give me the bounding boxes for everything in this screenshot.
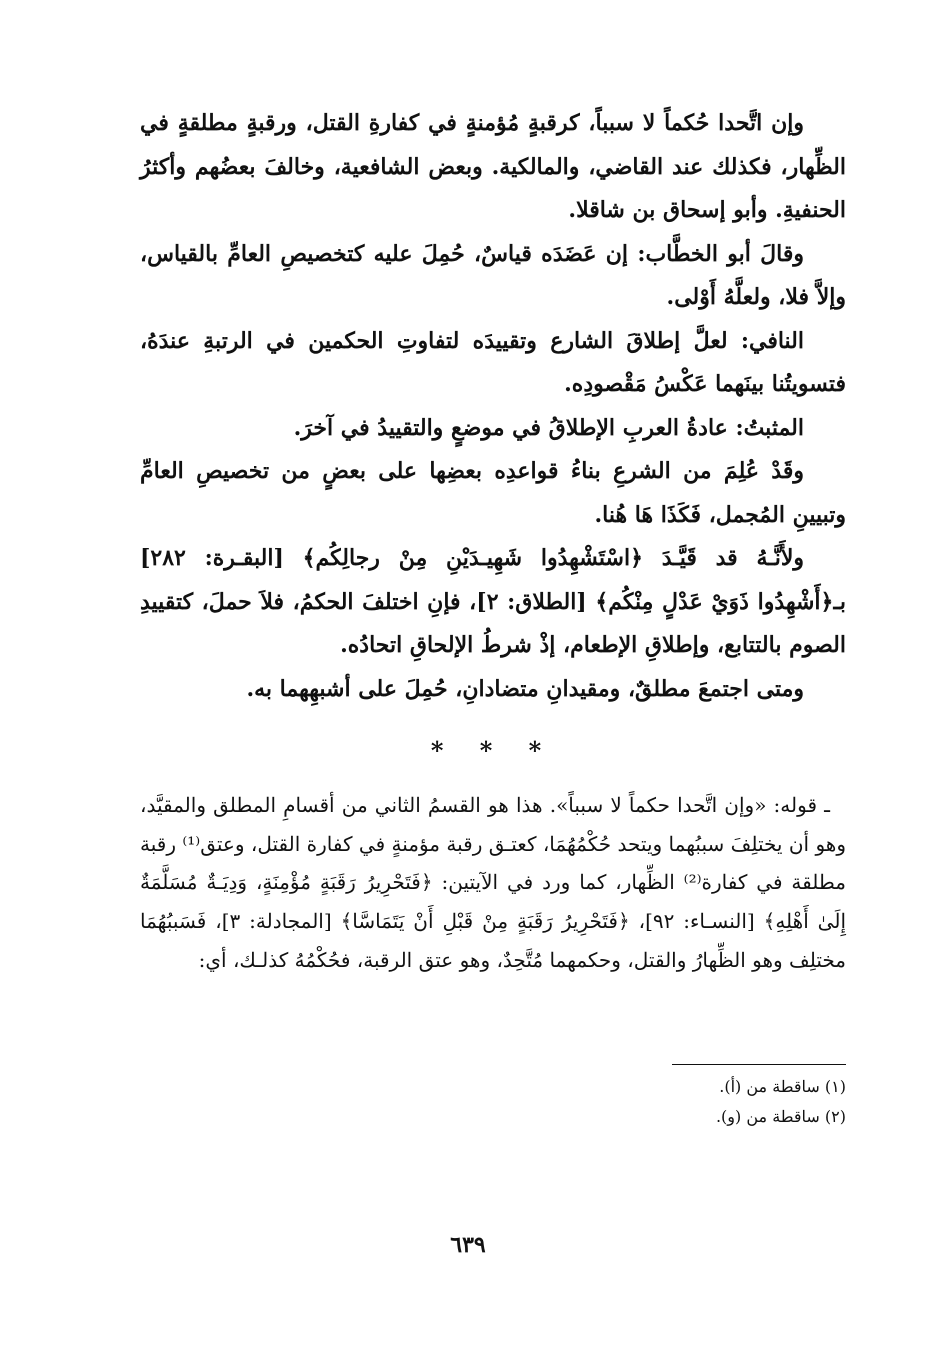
main-paragraph-2: وقالَ أبو الخطَّاب: إن عَضَدَه قياسٌ، حُمِلَ عليه كتخصيصِ العامِّ بالقياس، وإلاَّ فلا، ولعلَّهُ أَوْلى. — [140, 240, 846, 310]
section-separator: * * * — [430, 736, 556, 765]
main-paragraph-4: المثبتُ: عادةُ العربِ الإطلاقُ في موضعٍ والتقييدُ في آخرَ. — [293, 414, 804, 441]
main-paragraph-5: وقَدْ عُلِمَ من الشرعِ بناءُ قواعدِه بعضِها على بعضٍ من تخصيصِ العامِّ وتبيينِ المُجمل، فَكَذَا هَا هُنا. — [140, 458, 846, 528]
main-paragraph-6: ولأَنَّـهُ قد قَيَّـدَ ﴿اسْتَشْهِدُوا شَهِيـدَيْنِ مِنْ رجالِكُم﴾ [البقـرة: ٢٨٢] بـ﴿أَشْهِدُوا ذَوَيْ عَدْلٍ مِنْكُم﴾ [الطلاق: ٢]، فإنِ اختلفَ الحكمُ، فلاَ حملَ، كتقييدِ الصوم بالتتابع، وإطلاقِ الإطعام، إذْ شرطُ الإلحاقِ اتحادُه. — [140, 545, 847, 658]
page-number: ٦٣٩ — [450, 1232, 486, 1258]
footnote-2: (٢) ساقطة من (و). — [715, 1107, 846, 1126]
main-text — [140, 102, 846, 711]
footnote-divider — [672, 1064, 846, 1065]
commentary-text — [140, 786, 846, 980]
main-paragraph-1: وإن اتَّحدا حُكماً لا سبباً، كرقبةٍ مُؤمنةٍ في كفارةِ القتل، ورقبةٍ مطلقةٍ في الظِّهار، فكذلك عند القاضي، والمالكية. وبعض الشافعية، وخالفَ بعضُهم وأكثرُ الحنفيةِ. وأبو إسحاق بن شاقلا. — [140, 110, 846, 223]
footnote-1: (١) ساقطة من (أ). — [719, 1077, 846, 1096]
main-paragraph-7: ومتى اجتمعَ مطلقٌ، ومقيدانِ متضادانِ، حُمِلَ على أشبهِهما به. — [246, 675, 804, 702]
footnotes — [500, 1072, 846, 1132]
main-paragraph-3: النافي: لعلَّ إطلاقَ الشارع وتقييدَه لتفاوتِ الحكمين في الرتبةِ عندَهُ، فتسويتُنا بينَهما عَكْسُ مَقْصودِه. — [140, 327, 846, 397]
commentary-paragraph: ـ قوله: «وإن اتَّحدا حكماً لا سبباً». هذا هو القسمُ الثاني من أقسامِ المطلق والمقيَّد، وهو أن يختلِفَ سببُهما ويتحد حُكْمُهُمَا، كعتـق رقبة مؤمنةٍ في كفارة القتل، وعتق⁽¹⁾ رقبة مطلقة في كفارة⁽²⁾ الظِّهار، كما ورد في الآيتين: ﴿فَتَحْرِيرُ رَقَبَةٍ مُؤْمِنَةٍ، وَدِيَـةٌ مُسَلَّمَةٌ إِلَىٰ أَهْلِهِ﴾ [النسـاء: ٩٢]، ﴿فَتَحْرِيرُ رَقَبَةٍ مِنْ قَبْلِ أَنْ يَتَمَاسَّا﴾ [المجادلة: ٣]، فَسَببُهُمَا مختلِف وهو الظِّهارُ والقتل، وحكمهما مُتَّحِدٌ، وهو عتق الرقبة، فحُكْمُهُ كذلـك، أي: — [140, 793, 846, 972]
